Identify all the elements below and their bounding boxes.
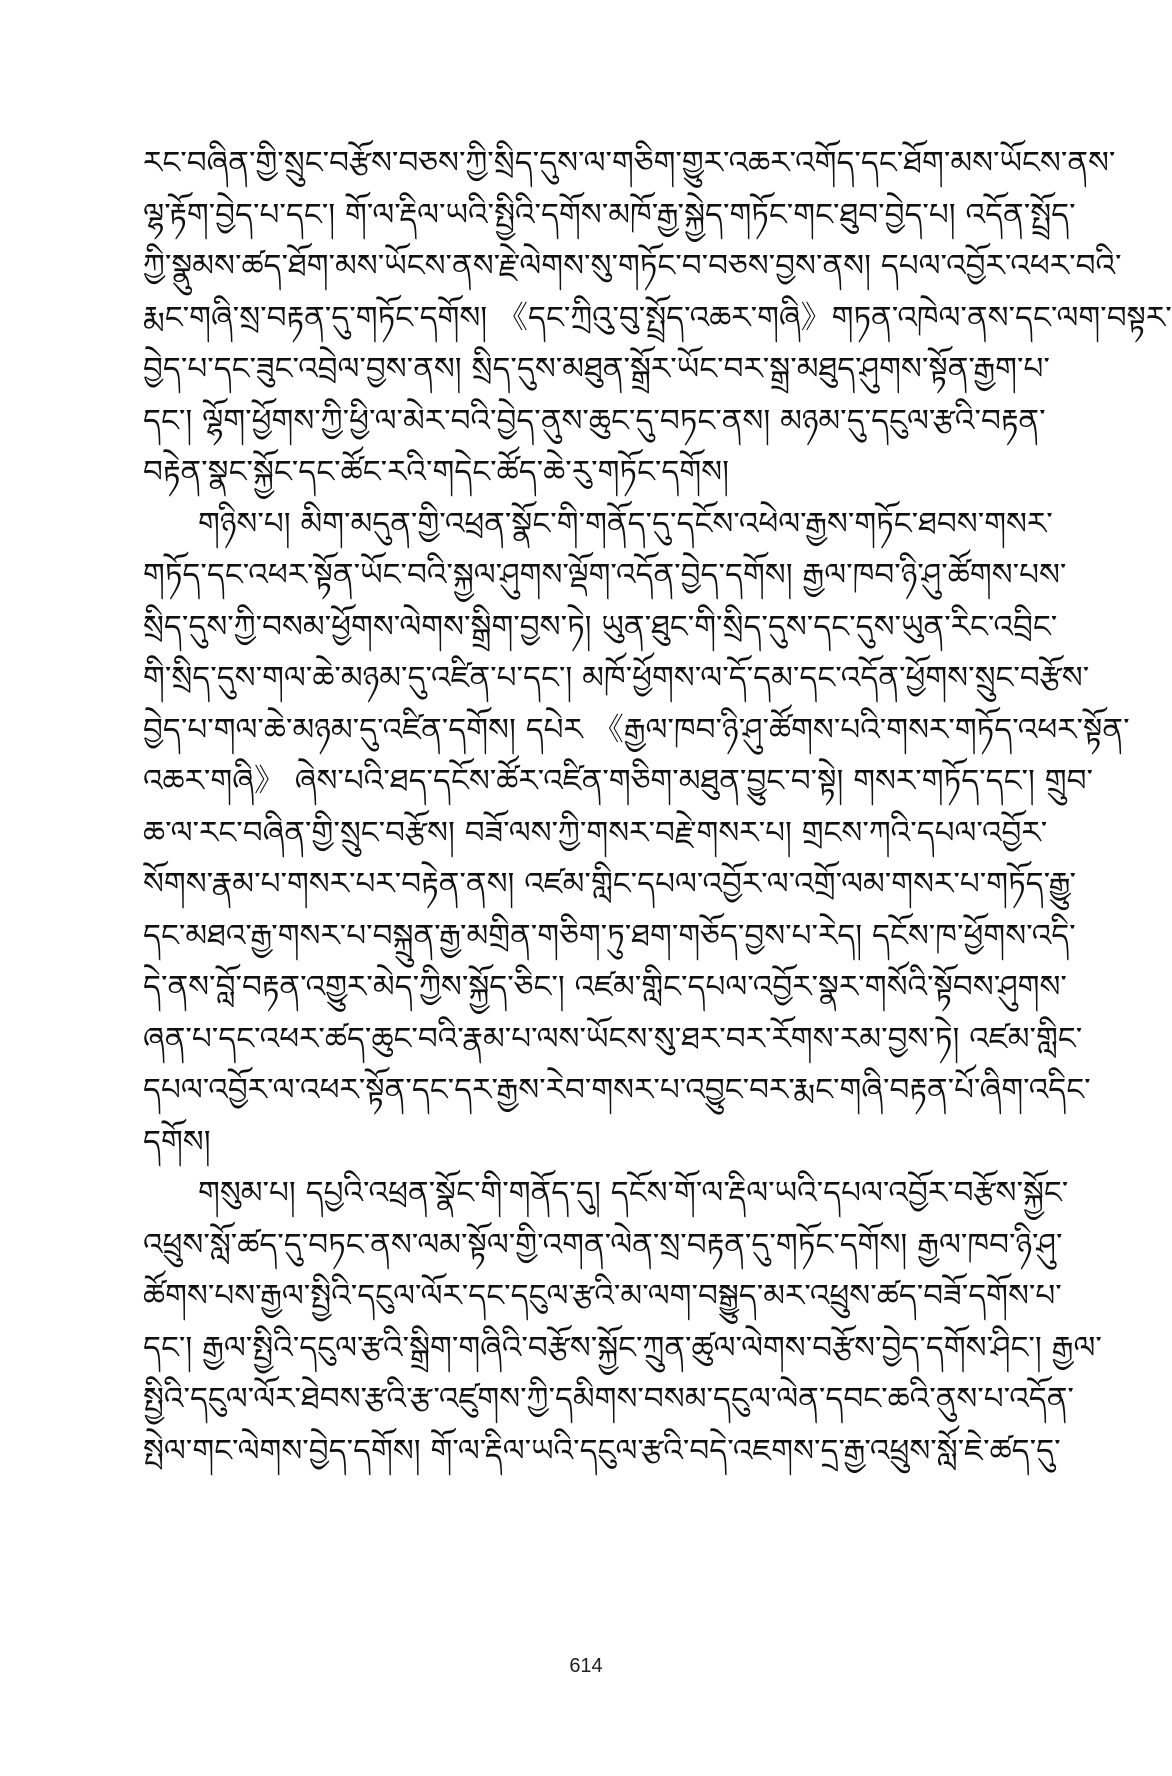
text-line: སོགས་རྣམ་པ་གསར་པར་བརྟེན་ནས། འཛམ་གླིང་དཔལ་འབྱོར་ལ་འགྲོ་ལམ་གསར་པ་གཏོད་རྒྱུ་ [143, 866, 1077, 902]
text-line: དང་མཐའ་རྒྱ་གསར་པ་བསྐྲུན་རྒྱ་མགྲིན་གཅིག་ཏུ་ཐག་གཅོད་བྱས་པ་རེད། དངོས་ཁ་ཕྱོགས་འདི་ [143, 917, 1076, 954]
text-line: འཆར་གཞི》 ཞེས་པའི་ཐད་དངོས་ཚོར་འཛིན་གཅིག་མཐུན་བྱུང་བ་སྟེ། གསར་གཏོད་དང་། གྲུབ་ [143, 763, 1093, 799]
text-line: རང་བཞིན་གྱི་སྲུང་བརྩོས་བཅས་ཀྱི་སྲིད་དུས་ལ་གཅིག་གྱུར་འཆར་འགོད་དང་ཐོག་མས་ཡོངས་ནས་ [143, 145, 1116, 181]
text-line: དང་། རྒྱལ་སྤྱིའི་དངུལ་རྩའི་སྒྲིག་གཞིའི་བརྩོས་སྐྱོང་ཀྲུན་ཚུལ་ལེགས་བརྩོས་བྱེད་དགོས་ཤིང་། རྒྱལ་ [143, 1329, 1102, 1366]
text-line: གི་སྲིད་དུས་གལ་ཆེ་མཉམ་དུ་འཛིན་པ་དང་། མཁོ་ཕྱོགས་ལ་དོ་དམ་དང་འདོན་ཕྱོགས་སྲུང་བརྩོས་ [143, 660, 1090, 696]
text-line: གཏོད་དང་འཕར་སྟོན་ཡོང་བའི་སྐྱལ་ཤུགས་ལྡོག་འདོན་བྱེད་དགོས། རྒྱལ་ཁབ་ཉི་ཤུ་ཚོགས་པས་ [143, 557, 1067, 593]
text-line: གསུམ་པ། དཔྱའི་འཕྲན་སྣོང་གི་གནོད་དུ། དངོས་གོ་ལ་རྡིལ་ཡའི་དཔལ་འབྱོར་བརྩོས་སྐྱོང་ [198, 1175, 1069, 1211]
text-line: དཔལ་འབྱོར་ལ་འཕར་སྟོན་དང་དར་རྒྱས་རེབ་གསར་པ་འབྱུང་བར་རྨང་གཞི་བརྟན་པོ་ཞིག་འདིང་ [143, 1072, 1091, 1108]
body-text [143, 138, 1172, 1477]
paragraph-2 [143, 499, 1130, 1169]
text-line: བརྟེན་སྣང་སྐྱོང་དང་ཚོང་རའི་གདེང་ཚོད་ཆེ་རུ་གཏོང་དགོས། [143, 454, 729, 490]
text-line: དེ་ནས་བློ་བརྟན་འགྱུར་མེད་ཀྱིས་སྐྱོད་ཅིང་། འཛམ་གླིང་དཔལ་འབྱོར་སྣར་གསོའི་སྟོབས་ཤུགས་ [143, 969, 1067, 1005]
text-line: གཉིས་པ། མིག་མདུན་གྱི་འཕྲན་སྣོང་གི་གནོད་དུ་དངོས་འཕེལ་རྒྱས་གཏོང་ཐབས་གསར་ [198, 505, 1053, 542]
text-line: ཀྱི་སྣུམས་ཚད་ཐོག་མས་ཡོངས་ནས་རྗེ་ལེགས་སུ་གཏོང་བ་བཅས་བྱས་ནས། དཔལ་འབྱོར་འཕར་བའི་ [143, 248, 1122, 284]
text-line: ཞན་པ་དང་འཕར་ཚད་ཆུང་བའི་རྣམ་པ་ལས་ཡོངས་སུ་ཐར་བར་རོགས་རམ་བྱས་ཏེ། འཛམ་གླིང་ [143, 1020, 1083, 1057]
text-line: ལྷ་རྟོག་བྱེད་པ་དང་། གོ་ལ་རྡིལ་ཡའི་སྤྱིའི་དགོས་མཁོ་རྒྱ་སྐྱེད་གཏོང་གང་ཐུབ་བྱེད་པ། འདོན་སྤྲོད་ [143, 196, 1076, 233]
paragraph-3 [143, 1168, 1102, 1477]
text-line: ཚོགས་པས་རྒྱལ་སྤྱིའི་དངུལ་ལོར་དང་དངུལ་རྩའི་མ་ལག་བསྒྱུད་མར་འཕྲུས་ཚད་བཟོ་དགོས་པ་ [143, 1278, 1062, 1314]
paragraph-1 [143, 138, 1172, 499]
text-line: དགོས། [143, 1123, 211, 1160]
text-line: འཕྲུས་སློ་ཚད་དུ་བཏང་ནས་ལམ་སྟོལ་གྱི་འགན་ལེན་སྲ་བརྟན་དུ་གཏོང་དགོས། རྒྱལ་ཁབ་ཉི་ཤུ་ [143, 1226, 1063, 1263]
text-line: སྲིད་དུས་ཀྱི་བསམ་ཕྱོགས་ལེགས་སྒྲིག་བྱས་ཏེ། ཡུན་ཐུང་གི་སྲིད་དུས་དང་དུས་ཡུན་རིང་འབྲིང་ [143, 608, 1058, 645]
text-line: བྱེད་པ་གལ་ཆེ་མཉམ་དུ་འཛིན་དགོས། དཔེར 《རྒྱལ་ཁབ་ཉི་ཤུ་ཚོགས་པའི་གསར་གཏོད་འཕར་སྟོན་ [143, 711, 1130, 748]
text-line: དང་། ལྷོག་ཕྱོགས་ཀྱི་ཕྱི་ལ་མེར་བའི་བྱེད་ནུས་ཆུང་དུ་བཏང་ནས། མཉམ་དུ་དངུལ་རྩའི་བརྟན་ [143, 402, 1046, 439]
page-number: 614 [569, 1655, 603, 1677]
text-line: སྤེལ་གང་ལེགས་བྱེད་དགོས། གོ་ལ་རྡིལ་ཡའི་དངུལ་རྩའི་བདེ་འཇགས་དྲ་རྒྱ་འཕྲུས་སློ་ཇེ་ཚད་དུ་ [143, 1432, 1061, 1469]
text-line: སྤྱིའི་དངུལ་ལོར་ཐེབས་རྩའི་རྩ་འཛུགས་ཀྱི་དམིགས་བསམ་དངུལ་ལེན་དབང་ཆའི་ནུས་པ་འདོན་ [143, 1381, 1074, 1417]
text-line: ཆ་ལ་རང་བཞིན་གྱི་སྲུང་བརྩོས། བཟོ་ལས་ཀྱི་གསར་བརྗེ་གསར་པ། གྲངས་ཀའི་དཔལ་འབྱོར་ [143, 814, 1048, 851]
text-line: རྨང་གཞི་སྲ་བརྟན་དུ་གཏོང་དགོས། 《དང་ཀྲིའུ་བུ་སྤྲོད་འཆར་གཞི》གཏན་འཁེལ་ནས་དང་ལག་བསྟར་ [143, 299, 1172, 336]
text-line: བྱེད་པ་དང་ཟུང་འབྲེལ་བྱས་ནས། སྲིད་དུས་མཐུན་སྒྲོར་ཡོང་བར་སྒྲ་མཐུད་ཤུགས་སྟོན་རྒྱག་པ་ [143, 351, 1050, 387]
